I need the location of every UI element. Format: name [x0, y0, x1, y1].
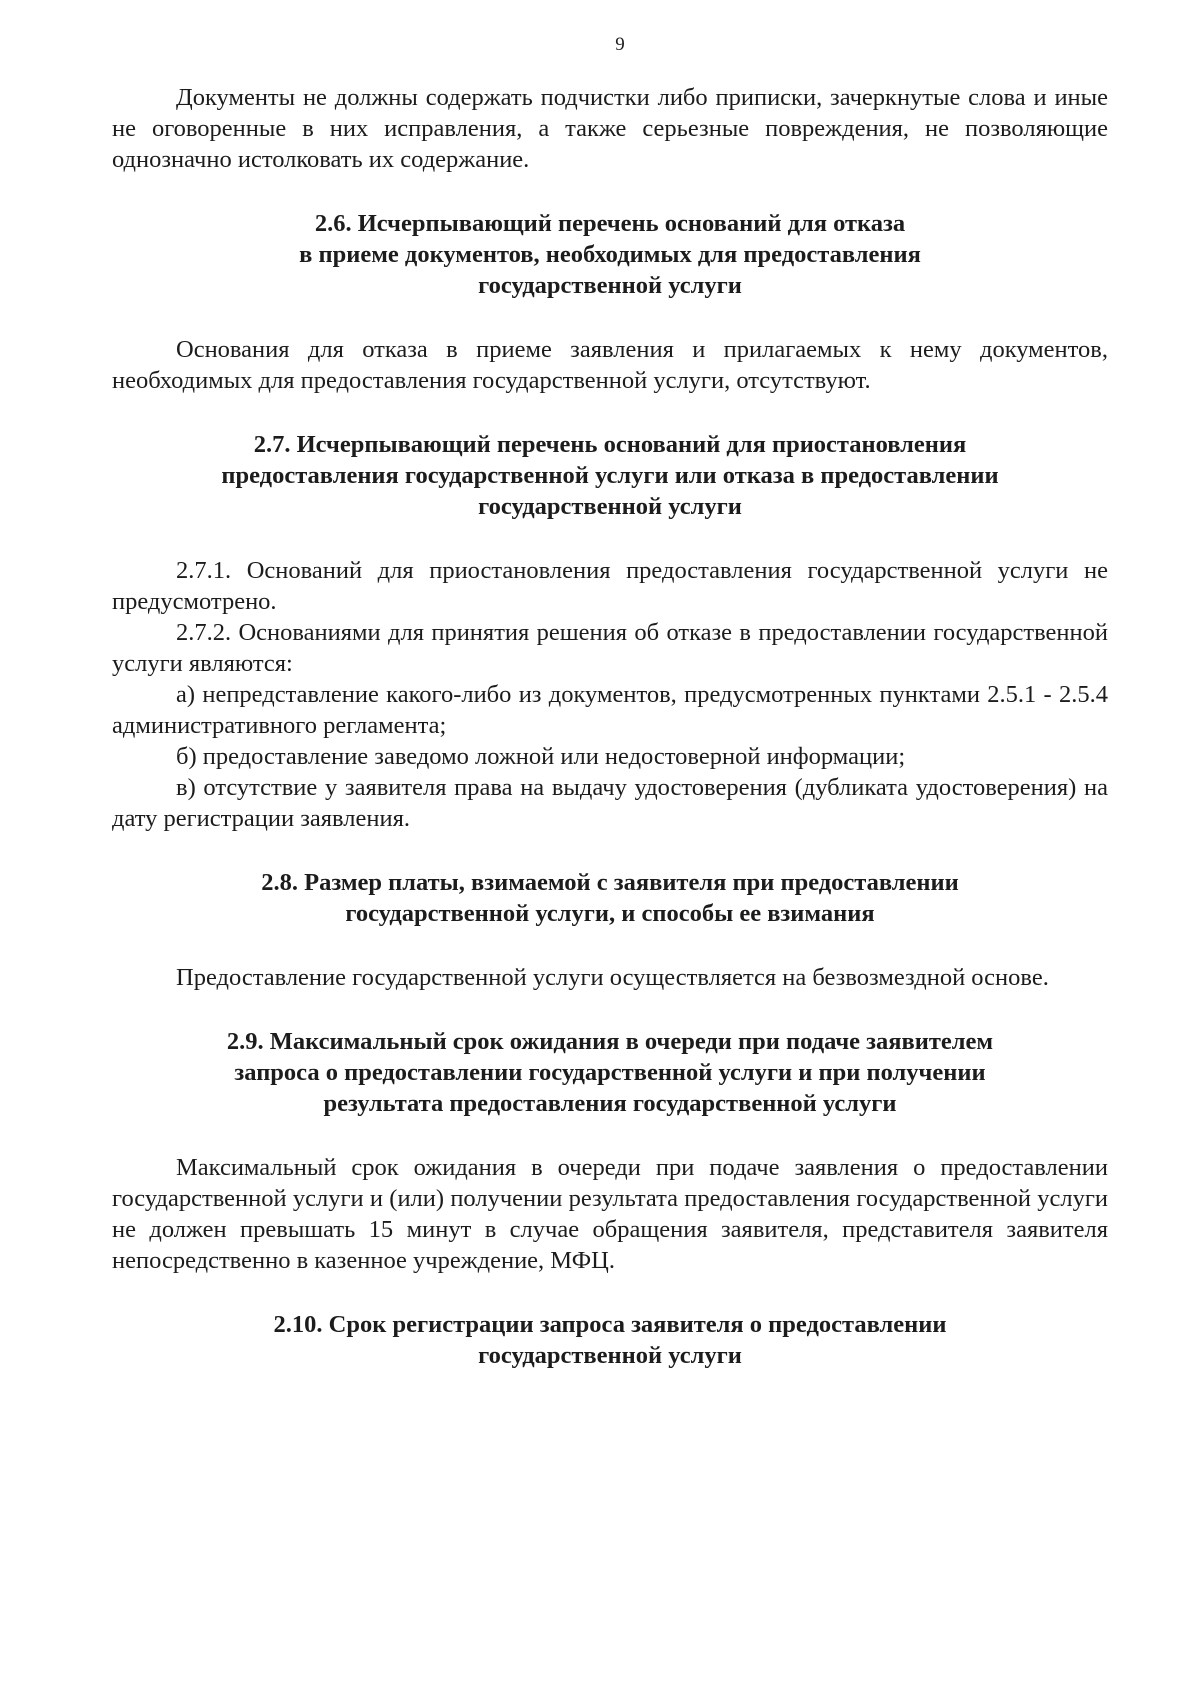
paragraph-2-7-1: 2.7.1. Оснований для приостановления предоставления государственной услуги не предусмотрено. [112, 557, 1108, 615]
document-body [112, 82, 1108, 1371]
heading-line: 2.6. Исчерпывающий перечень оснований для отказа [314, 210, 906, 237]
list-item-2-7-2-a: а) непредставление какого-либо из документов, предусмотренных пунктами 2.5.1 - 2.5.4 административного регламента; [112, 681, 1108, 739]
list-item-2-7-2-b: б) предоставление заведомо ложной или недостоверной информации; [176, 743, 906, 770]
heading-line: в приеме документов, необходимых для предоставления [299, 241, 921, 268]
section-heading-2-10 [112, 1309, 1108, 1371]
section-heading-2-9 [112, 1026, 1108, 1119]
paragraph-2-8: Предоставление государственной услуги осуществляется на безвозмездной основе. [176, 964, 1049, 991]
page-number: 9 [615, 34, 625, 55]
heading-line: 2.10. Срок регистрации запроса заявителя о предоставлении [273, 1311, 947, 1338]
heading-line: государственной услуги [478, 272, 742, 299]
paragraph-2-9: Максимальный срок ожидания в очереди при подаче заявления о предоставлении государственной услуги и (или) получении результата предоставления государственной услуги не должен превышать 15 минут в случае обращения заявителя, представителя заявителя непосредственно в казенное учреждение, МФЦ. [112, 1154, 1108, 1274]
heading-line: 2.8. Размер платы, взимаемой с заявителя при предоставлении [261, 869, 959, 896]
section-heading-2-6 [112, 208, 1108, 301]
heading-line: предоставления государственной услуги или отказа в предоставлении [221, 462, 999, 489]
heading-line: государственной услуги [478, 1342, 742, 1369]
list-item-2-7-2-v: в) отсутствие у заявителя права на выдачу удостоверения (дубликата удостоверения) на дату регистрации заявления. [112, 774, 1108, 832]
paragraph-2-7-2: 2.7.2. Основаниями для принятия решения об отказе в предоставлении государственной услуги являются: [112, 619, 1108, 677]
heading-line: 2.9. Максимальный срок ожидания в очереди при подаче заявителем [226, 1028, 994, 1055]
heading-line: государственной услуги, и способы ее взимания [345, 900, 875, 927]
section-heading-2-8 [112, 867, 1108, 929]
heading-line: запроса о предоставлении государственной услуги и при получении [234, 1059, 986, 1086]
heading-line: 2.7. Исчерпывающий перечень оснований для приостановления [253, 431, 967, 458]
section-heading-2-7 [112, 429, 1108, 522]
paragraph-documents-requirements: Документы не должны содержать подчистки либо приписки, зачеркнутые слова и иные не оговоренные в них исправления, а также серьезные повреждения, не позволяющие однозначно истолковать их содержание. [112, 84, 1108, 173]
paragraph-2-6: Основания для отказа в приеме заявления и прилагаемых к нему документов, необходимых для предоставления государственной услуги, отсутствуют. [112, 336, 1108, 394]
heading-line: результата предоставления государственной услуги [323, 1090, 897, 1117]
heading-line: государственной услуги [478, 493, 742, 520]
